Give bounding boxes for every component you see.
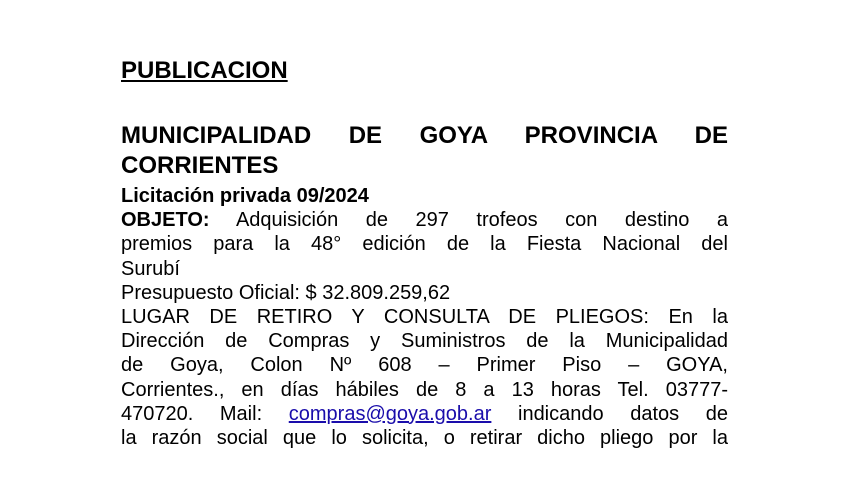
- object-label: OBJETO:: [121, 209, 210, 232]
- document-body: [121, 184, 728, 450]
- object-text-1: Adquisición de 297 trofeos con destino a: [209, 209, 728, 232]
- email-link[interactable]: compras@goya.gob.ar: [288, 402, 492, 425]
- object-line-1: [121, 208, 728, 232]
- pickup-line-5-suffix: indicando datos de: [491, 402, 729, 425]
- organization-line-1: MUNICIPALIDAD DE GOYA PROVINCIA DE: [121, 122, 728, 149]
- organization-line-2: CORRIENTES: [121, 152, 279, 179]
- object-line-3: Surubí: [121, 257, 180, 280]
- pickup-line-6: la razón social que lo solicita, o retirar dicho pliego por la: [121, 427, 728, 450]
- pickup-line-1: LUGAR DE RETIRO Y CONSULTA DE PLIEGOS: En la: [121, 306, 728, 329]
- publication-heading: PUBLICACION: [121, 57, 288, 84]
- object-line-2: premios para la 48° edición de la Fiesta Nacional del: [121, 233, 728, 256]
- pickup-line-2: Dirección de Compras y Suministros de la Municipalidad: [121, 330, 728, 353]
- organization-title: [121, 121, 728, 181]
- tender-number: Licitación privada 09/2024: [121, 185, 369, 207]
- official-budget: Presupuesto Oficial: $ 32.809.259,62: [121, 281, 451, 304]
- pickup-line-3: de Goya, Colon Nº 608 – Primer Piso – GOYA,: [121, 354, 728, 377]
- pickup-line-5-prefix: 470720. Mail:: [121, 402, 289, 425]
- pickup-line-4: Corrientes., en días hábiles de 8 a 13 horas Tel. 03777-: [121, 378, 728, 401]
- pickup-line-5: [121, 402, 728, 426]
